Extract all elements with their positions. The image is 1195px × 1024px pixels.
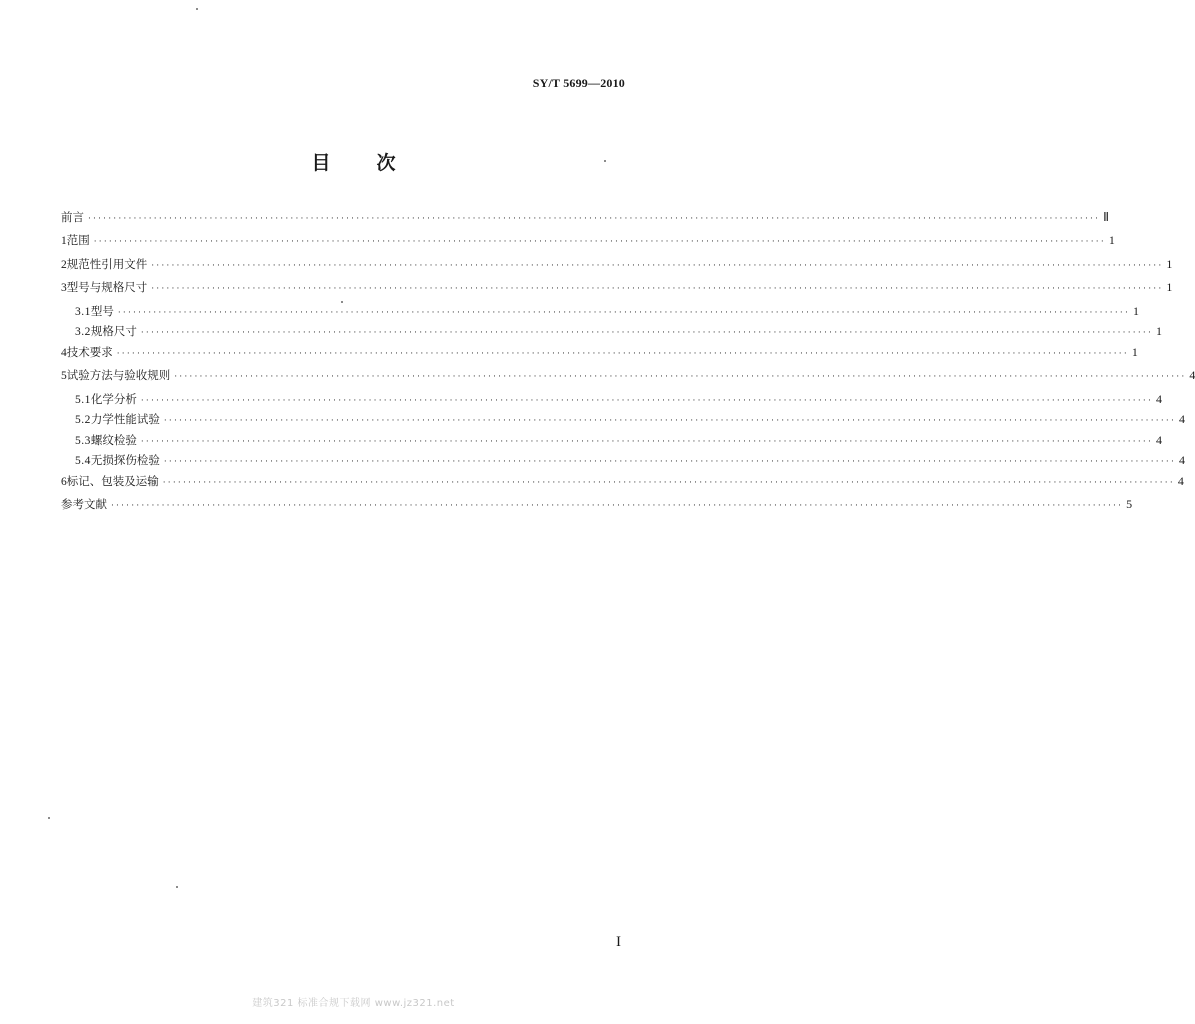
toc-entry-label: 范围 xyxy=(66,233,90,248)
toc-entry-number: 2 xyxy=(61,258,67,271)
toc-entry-number: 1 xyxy=(61,235,67,248)
toc-entry[interactable] xyxy=(61,256,1173,279)
table-of-contents xyxy=(61,209,1195,520)
toc-entry-page: 1 xyxy=(1156,324,1163,339)
watermark: 建筑321 标准合规下载网 www.jz321.net xyxy=(252,998,455,1009)
toc-leader-dots: ········································································································································································································ xyxy=(117,307,1131,318)
toc-entry-label: 标记、包装及运输 xyxy=(66,473,159,488)
toc-entry-page: 4 xyxy=(1189,368,1195,383)
toc-title-char-2: 次 xyxy=(376,152,396,174)
toc-leader-dots: ········································································································································································································ xyxy=(140,436,1154,447)
toc-entry-page: 4 xyxy=(1179,412,1186,427)
toc-entry-number: 3 xyxy=(61,282,67,295)
toc-entry-label: 化学分析 xyxy=(90,391,137,406)
toc-leader-dots: ········································································································································································································ xyxy=(151,284,1164,295)
toc-entry-page: 1 xyxy=(1108,233,1115,248)
toc-leader-dots: ········································································································································································································ xyxy=(140,395,1154,406)
toc-leader-dots: ········································································································································································································ xyxy=(163,457,1177,468)
toc-leader-dots: ········································································································································································································ xyxy=(88,214,1101,224)
toc-entry-number: 4 xyxy=(61,346,67,359)
toc-entry-number: 5 xyxy=(61,370,67,383)
toc-leader-dots: ········································································································································································································ xyxy=(151,260,1164,271)
toc-entry-label: 试验方法与验收规则 xyxy=(66,368,171,383)
toc-entry[interactable] xyxy=(61,367,1195,390)
toc-leader-dots: ········································································································································································································ xyxy=(174,372,1187,383)
toc-entry-page: Ⅱ xyxy=(1103,210,1110,224)
toc-entry[interactable] xyxy=(61,323,1163,344)
scan-speck xyxy=(176,886,178,888)
toc-entry-label: 螺纹检验 xyxy=(90,432,137,447)
toc-entry[interactable] xyxy=(61,391,1163,412)
toc-entry-page: 4 xyxy=(1156,432,1163,447)
toc-entry[interactable] xyxy=(61,232,1115,255)
toc-leader-dots: ········································································································································································································ xyxy=(93,237,1106,248)
toc-leader-dots: ········································································································································································································ xyxy=(116,348,1129,359)
toc-entry-page: 4 xyxy=(1177,473,1184,488)
scan-speck xyxy=(341,301,343,303)
toc-entry-number: 5.4 xyxy=(75,455,91,468)
toc-entry[interactable] xyxy=(61,473,1184,496)
toc-entry-label: 前言 xyxy=(61,210,84,224)
toc-entry[interactable] xyxy=(61,496,1133,519)
toc-entry-number: 5.1 xyxy=(75,393,91,406)
toc-entry-page: 4 xyxy=(1179,453,1186,468)
toc-entry-label: 参考文献 xyxy=(61,497,107,512)
toc-entry[interactable] xyxy=(61,411,1186,432)
toc-entry-label: 型号 xyxy=(90,303,114,318)
scan-speck xyxy=(48,817,50,819)
toc-entry[interactable] xyxy=(61,209,1110,232)
toc-entry-label: 规范性引用文件 xyxy=(66,256,148,271)
standard-code: SY/T 5699—2010 xyxy=(532,76,625,90)
toc-entry-page: 1 xyxy=(1131,344,1138,359)
toc-entry-page: 1 xyxy=(1166,280,1173,295)
toc-title xyxy=(0,148,707,175)
toc-entry-number: 6 xyxy=(61,475,67,488)
toc-entry[interactable] xyxy=(61,432,1163,453)
toc-entry-number: 3.1 xyxy=(75,305,91,318)
toc-leader-dots: ········································································································································································································ xyxy=(162,477,1175,488)
toc-entry[interactable] xyxy=(61,279,1173,302)
toc-entry-label: 技术要求 xyxy=(66,344,113,359)
toc-entry-page: 4 xyxy=(1156,391,1163,406)
toc-entry[interactable] xyxy=(61,303,1140,324)
toc-entry-number: 5.3 xyxy=(75,434,91,447)
toc-entry[interactable] xyxy=(61,452,1186,473)
toc-entry[interactable] xyxy=(61,344,1138,367)
toc-leader-dots: ········································································································································································································ xyxy=(111,501,1124,512)
toc-entry-page: 1 xyxy=(1166,256,1173,271)
page-folio: I xyxy=(616,934,621,950)
toc-entry-label: 力学性能试验 xyxy=(90,412,160,427)
toc-entry-label: 规格尺寸 xyxy=(90,324,137,339)
toc-entry-number: 3.2 xyxy=(75,326,91,339)
scan-speck xyxy=(604,160,606,162)
toc-entry-label: 型号与规格尺寸 xyxy=(66,280,148,295)
toc-leader-dots: ········································································································································································································ xyxy=(140,328,1154,339)
toc-entry-page: 1 xyxy=(1133,303,1140,318)
toc-leader-dots: ········································································································································································································ xyxy=(163,416,1177,427)
toc-entry-number: 5.2 xyxy=(75,414,91,427)
toc-title-char-1: 目 xyxy=(311,152,331,174)
toc-entry-page: 5 xyxy=(1126,497,1133,512)
scan-speck xyxy=(196,8,198,10)
toc-entry-label: 无损探伤检验 xyxy=(90,453,160,468)
